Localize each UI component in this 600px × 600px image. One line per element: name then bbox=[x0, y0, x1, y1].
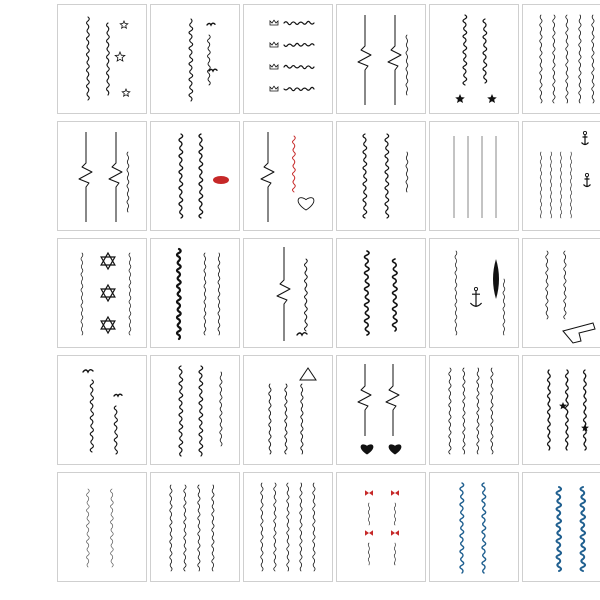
tattoo-card-heartbeat-lines bbox=[336, 4, 426, 114]
tattoo-card-light-script bbox=[57, 472, 147, 582]
tattoo-design-heartbeat-bird bbox=[244, 239, 333, 348]
tattoo-design-heartbeat-lines bbox=[337, 5, 426, 114]
tattoo-design-stars-script bbox=[58, 5, 147, 114]
tattoo-design-blue-bold-script bbox=[523, 473, 600, 582]
tattoo-design-love-script bbox=[337, 239, 426, 348]
tattoo-design-dense-script bbox=[244, 473, 333, 582]
tattoo-card-love-script bbox=[336, 238, 426, 348]
tattoo-card-revolver-script bbox=[522, 238, 600, 348]
tattoo-design-script-stars bbox=[430, 5, 519, 114]
tattoo-card-butterfly-script bbox=[150, 4, 240, 114]
tattoo-design-stars-words bbox=[523, 356, 600, 465]
tattoo-design-butterfly-script bbox=[151, 5, 240, 114]
tattoo-card-alive-script bbox=[336, 121, 426, 231]
tattoo-design-heartbeat-lines bbox=[58, 122, 147, 231]
tattoo-card-triangle-script bbox=[243, 355, 333, 465]
tattoo-design-anchor-feather bbox=[430, 239, 519, 348]
tattoo-card-dense-script bbox=[243, 472, 333, 582]
tattoo-card-stars-script bbox=[57, 4, 147, 114]
tattoo-design-alive-joy bbox=[151, 356, 240, 465]
tattoo-card-dense-script bbox=[522, 4, 600, 114]
tattoo-card-hashtag-script bbox=[150, 472, 240, 582]
tattoo-design-heart-heartbeat bbox=[244, 122, 333, 231]
tattoo-design-alive-script bbox=[337, 122, 426, 231]
tattoo-card-alive-joy bbox=[150, 355, 240, 465]
tattoo-card-crown-i-am bbox=[243, 4, 333, 114]
tattoo-card-stars-words bbox=[522, 355, 600, 465]
tattoo-card-bows-dots bbox=[336, 472, 426, 582]
tattoo-design-triangle-script bbox=[244, 356, 333, 465]
tattoo-design-blue-script bbox=[430, 473, 519, 582]
tattoo-card-i-love-you bbox=[429, 355, 519, 465]
tattoo-design-hexagram-stars bbox=[58, 239, 147, 348]
tattoo-design-hearts-heartbeat bbox=[337, 356, 426, 465]
tattoo-design-bows-dots bbox=[337, 473, 426, 582]
tattoo-card-heartbeat-bird bbox=[243, 238, 333, 348]
tattoo-design-bold-script bbox=[151, 239, 240, 348]
tattoo-card-lips-script bbox=[150, 121, 240, 231]
tattoo-card-thin-lines bbox=[429, 121, 519, 231]
tattoo-design-i-love-you bbox=[430, 356, 519, 465]
tattoo-design-hashtag-script bbox=[151, 473, 240, 582]
tattoo-card-heart-heartbeat bbox=[243, 121, 333, 231]
tattoo-card-bold-script bbox=[150, 238, 240, 348]
tattoo-design-dense-script bbox=[523, 5, 600, 114]
tattoo-design-anchor-script bbox=[523, 122, 600, 231]
tattoo-card-heartbeat-lines bbox=[57, 121, 147, 231]
tattoo-card-blue-bold-script bbox=[522, 472, 600, 582]
tattoo-design-bird-sunshine bbox=[58, 356, 147, 465]
tattoo-card-hearts-heartbeat bbox=[336, 355, 426, 465]
tattoo-card-blue-script bbox=[429, 472, 519, 582]
tattoo-design-crown-i-am bbox=[244, 5, 333, 114]
tattoo-card-bird-sunshine bbox=[57, 355, 147, 465]
tattoo-design-thin-lines bbox=[430, 122, 519, 231]
tattoo-card-anchor-script bbox=[522, 121, 600, 231]
tattoo-card-hexagram-stars bbox=[57, 238, 147, 348]
tattoo-card-anchor-feather bbox=[429, 238, 519, 348]
tattoo-design-lips-script bbox=[151, 122, 240, 231]
tattoo-design-revolver-script bbox=[523, 239, 600, 348]
tattoo-design-light-script bbox=[58, 473, 147, 582]
tattoo-card-script-stars bbox=[429, 4, 519, 114]
